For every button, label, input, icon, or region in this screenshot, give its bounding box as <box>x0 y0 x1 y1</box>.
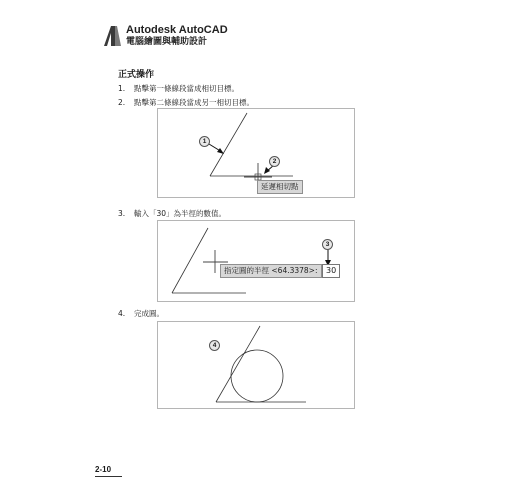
page-number: 2-10 <box>95 465 112 474</box>
radius-prompt-label: 指定圓的半徑 <64.3378>: <box>220 264 322 278</box>
step-3 <box>118 208 226 219</box>
figure-completed-circle <box>157 321 355 409</box>
step-number: 3. <box>118 209 126 218</box>
figure-3-drawing <box>158 322 354 408</box>
step-text: 完成圓。 <box>134 309 164 318</box>
brand-subtitle: 電腦繪圖與輔助設計 <box>126 37 208 47</box>
step-number: 1. <box>118 84 126 93</box>
figure-2-drawing <box>158 221 354 301</box>
callout-marker-4: 4 <box>209 340 220 351</box>
brand-title: Autodesk AutoCAD <box>126 24 228 36</box>
callout-marker-1: 1 <box>199 136 210 147</box>
autocad-logo-icon <box>102 24 122 48</box>
step-text: 輸入「30」為半徑的數值。 <box>134 209 227 218</box>
tooltip-deferred-tangent: 延遲相切點 <box>257 180 303 194</box>
step-text: 點擊第一條線段當成相切目標。 <box>134 84 239 93</box>
step-2 <box>118 97 254 108</box>
figure-radius-input <box>157 220 355 302</box>
section-title: 正式操作 <box>118 70 155 80</box>
step-4 <box>118 308 164 319</box>
page-number-rule <box>95 476 122 477</box>
figure-1-drawing <box>158 109 354 197</box>
radius-input-field[interactable]: 30 <box>322 264 340 278</box>
step-number: 2. <box>118 98 126 107</box>
figure-tangent-selection <box>157 108 355 198</box>
callout-marker-3: 3 <box>322 239 333 250</box>
callout-marker-2: 2 <box>269 156 280 167</box>
step-1 <box>118 83 239 94</box>
step-number: 4. <box>118 309 126 318</box>
step-text: 點擊第二條線段當成另一相切目標。 <box>134 98 254 107</box>
brand-block <box>126 24 228 48</box>
